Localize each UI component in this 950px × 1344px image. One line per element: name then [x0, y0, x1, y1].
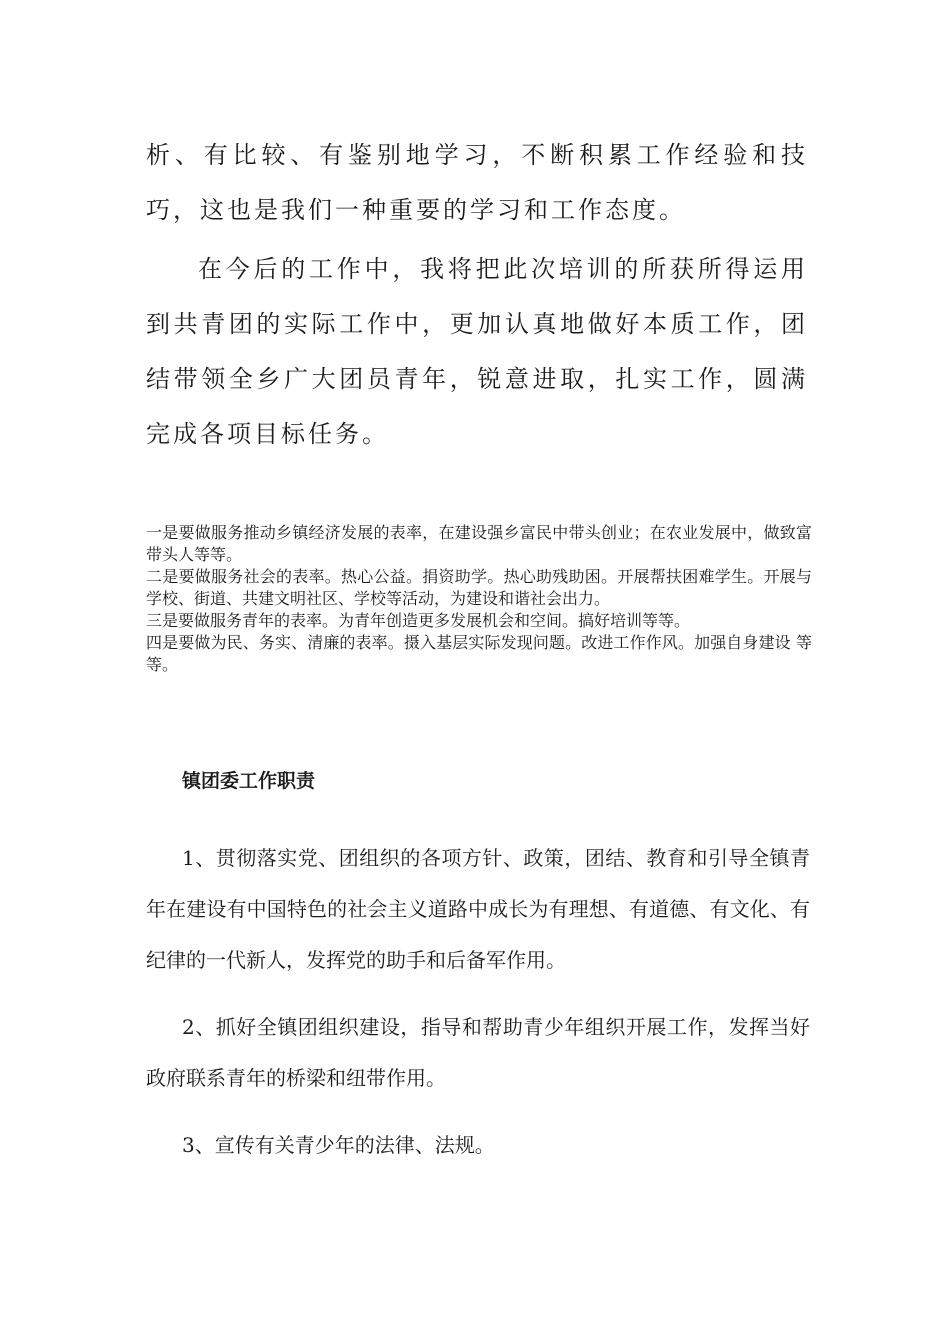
role-model-item-4: 四是要做为民、务实、清廉的表率。摄入基层实际发现问题。改进工作作风。加强自身建设 等等。 [146, 633, 812, 674]
role-model-item-1: 一是要做服务推动乡镇经济发展的表率，在建设强乡富民中带头创业；在农业发展中，做致富带头人等等。 [146, 523, 812, 564]
summary-paragraph-2: 在今后的工作中，我将把此次培训的所获所得运用到共青团的实际工作中，更加认真地做好本质工作，团结带领全乡广大团员青年，锐意进取，扎实工作，圆满完成各项目标任务。 [146, 255, 808, 448]
role-model-list [146, 522, 812, 676]
role-model-item-3: 三是要做服务青年的表率。为青年创造更多发展机会和空间。搞好培训等等。 [146, 611, 691, 630]
summary-section [146, 128, 808, 462]
duties-list [146, 833, 810, 1171]
duty-item-3: 3、宣传有关青少年的法律、法规。 [182, 1133, 495, 1157]
role-model-item-2: 二是要做服务社会的表率。热心公益。捐资助学。热心助残助困。开展帮扶困难学生。开展与学校、街道、共建文明社区、学校等活动，为建设和谐社会出力。 [146, 567, 812, 608]
duty-item-1: 1、贯彻落实党、团组织的各项方针、政策，团结、教育和引导全镇青年在建设有中国特色的社会主义道路中成长为有理想、有道德、有文化、有纪律的一代新人，发挥党的助手和后备军作用。 [146, 846, 810, 972]
duties-heading: 镇团委工作职责 [182, 770, 316, 792]
duty-item-2: 2、抓好全镇团组织建设，指导和帮助青少年组织开展工作，发挥当好政府联系青年的桥梁和纽带作用。 [146, 1015, 810, 1090]
summary-paragraph-1: 析、有比较、有鉴别地学习，不断积累工作经验和技巧，这也是我们一种重要的学习和工作态度。 [146, 141, 808, 224]
